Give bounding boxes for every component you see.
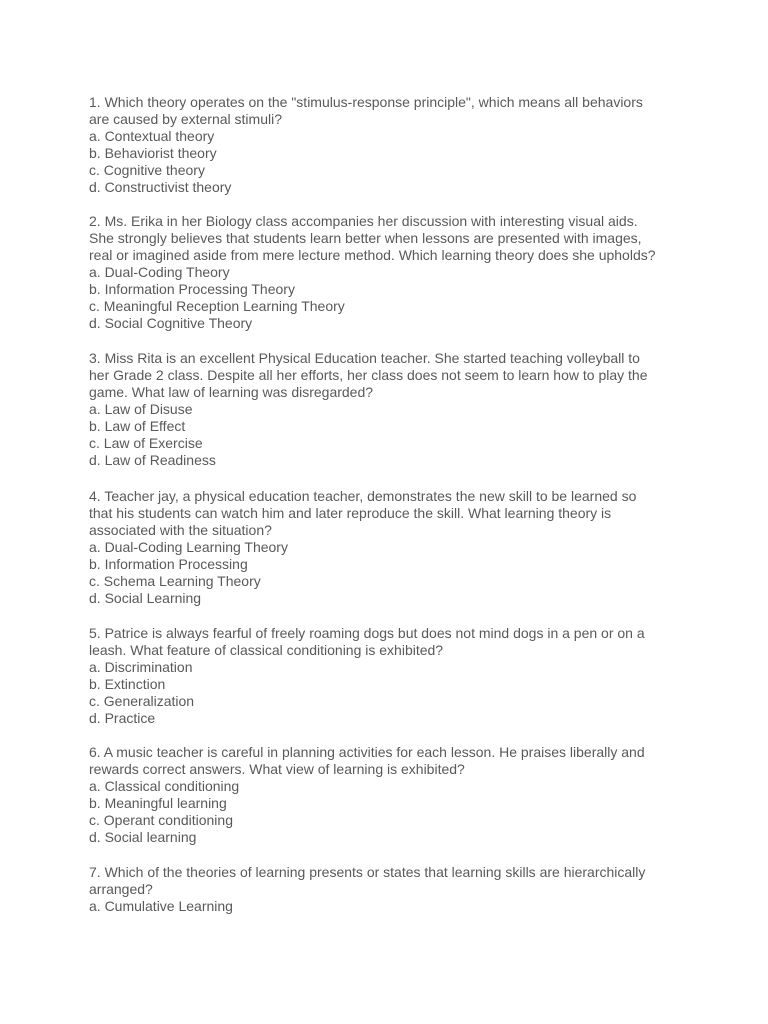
question-stem-line: her Grade 2 class. Despite all her efforts, her class does not seem to learn how to play the	[89, 367, 648, 383]
question-stem-line: 4. Teacher jay, a physical education teacher, demonstrates the new skill to be learned so	[89, 488, 637, 504]
question-stem-line: 2. Ms. Erika in her Biology class accompanies her discussion with interesting visual aids.	[89, 213, 638, 229]
question-stem-line: 5. Patrice is always fearful of freely roaming dogs but does not mind dogs in a pen or on a	[89, 625, 645, 641]
question-stem-line: She strongly believes that students learn better when lessons are presented with images,	[89, 230, 642, 246]
answer-choice: c. Generalization	[89, 693, 195, 709]
question-stem-line: game. What law of learning was disregarded?	[89, 384, 374, 400]
question-stem-line: real or imagined aside from mere lecture method. Which learning theory does she upholds?	[89, 247, 656, 263]
answer-choice: b. Meaningful learning	[89, 795, 227, 811]
question-7	[89, 864, 689, 915]
answer-choice: b. Law of Effect	[89, 418, 186, 434]
question-stem	[89, 213, 689, 264]
question-stem	[89, 94, 689, 128]
answer-choice: c. Law of Exercise	[89, 435, 203, 451]
question-stem	[89, 350, 689, 401]
answer-choice: d. Social Learning	[89, 590, 202, 606]
question-stem-line: 1. Which theory operates on the "stimulus-response principle", which means all behaviors	[89, 94, 643, 110]
question-stem	[89, 864, 689, 898]
question-stem	[89, 488, 689, 539]
question-stem	[89, 744, 689, 778]
question-stem-line: are caused by external stimuli?	[89, 111, 282, 127]
question-3	[89, 350, 689, 469]
answer-choice: c. Cognitive theory	[89, 162, 205, 178]
answer-choice: a. Discrimination	[89, 659, 193, 675]
question-stem-line: rewards correct answers. What view of learning is exhibited?	[89, 761, 465, 777]
question-stem-line: that his students can watch him and later reproduce the skill. What learning theory is	[89, 505, 612, 521]
answer-choice: d. Constructivist theory	[89, 179, 232, 195]
answer-choice: c. Schema Learning Theory	[89, 573, 261, 589]
question-stem-line: associated with the situation?	[89, 522, 272, 538]
answer-choice: b. Behaviorist theory	[89, 145, 217, 161]
answer-choice: d. Social learning	[89, 829, 197, 845]
answer-choice: a. Law of Disuse	[89, 401, 193, 417]
question-4	[89, 488, 689, 607]
answer-choice: a. Classical conditioning	[89, 778, 240, 794]
question-6	[89, 744, 689, 846]
answer-choice: a. Dual-Coding Learning Theory	[89, 539, 288, 555]
answer-choice: a. Dual-Coding Theory	[89, 264, 230, 280]
question-stem-line: 7. Which of the theories of learning presents or states that learning skills are hierarchically	[89, 864, 646, 880]
answer-choice: d. Practice	[89, 710, 156, 726]
answer-choice: c. Meaningful Reception Learning Theory	[89, 298, 345, 314]
question-1	[89, 94, 689, 196]
question-5	[89, 625, 689, 727]
question-2	[89, 213, 689, 332]
answer-choice: b. Information Processing	[89, 556, 248, 572]
answer-choice: d. Social Cognitive Theory	[89, 315, 253, 331]
answer-choice: a. Contextual theory	[89, 128, 215, 144]
answer-choice: d. Law of Readiness	[89, 452, 216, 468]
answer-choice: c. Operant conditioning	[89, 812, 233, 828]
answer-choice: a. Cumulative Learning	[89, 898, 233, 914]
question-stem-line: arranged?	[89, 881, 153, 897]
question-stem-line: 6. A music teacher is careful in planning activities for each lesson. He praises liberally and	[89, 744, 645, 760]
question-stem-line: 3. Miss Rita is an excellent Physical Education teacher. She started teaching volleyball to	[89, 350, 640, 366]
question-stem-line: leash. What feature of classical conditioning is exhibited?	[89, 642, 444, 658]
question-stem	[89, 625, 689, 659]
answer-choice: b. Extinction	[89, 676, 166, 692]
answer-choice: b. Information Processing Theory	[89, 281, 295, 297]
